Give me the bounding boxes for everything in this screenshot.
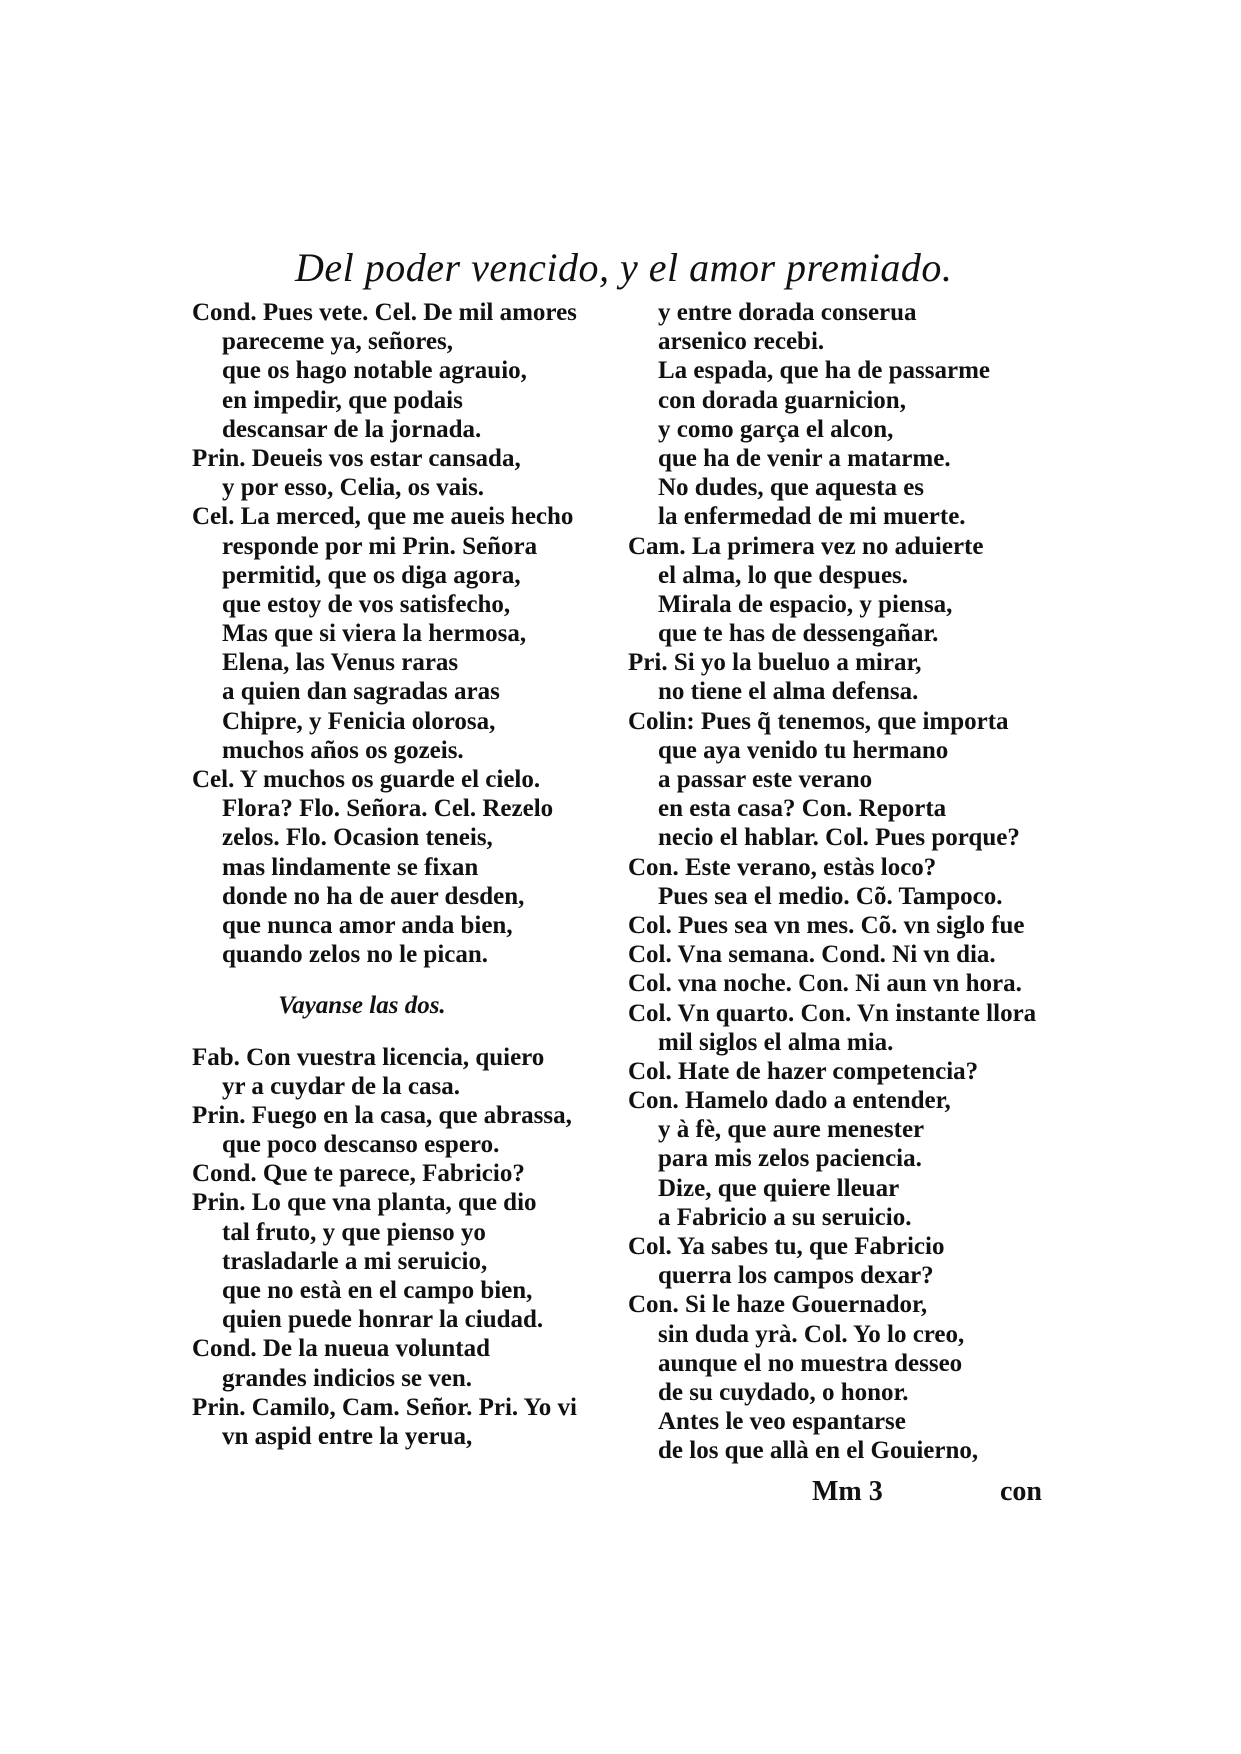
verse-line: que te has de dessengañar. xyxy=(658,620,939,648)
page-footer xyxy=(0,1476,1241,1516)
verse-line: descansar de la jornada. xyxy=(222,415,482,443)
verse-line: tal fruto, y que pienso yo xyxy=(222,1218,486,1246)
verse-line: y por esso, Celia, os vais. xyxy=(222,474,485,502)
verse-line: Col. vna noche. Con. Ni aun vn hora. xyxy=(628,970,1022,998)
verse-line: Pri. Si yo la bueluo a mirar, xyxy=(628,649,922,677)
verse-line: querra los campos dexar? xyxy=(658,1262,934,1290)
verse-line: Col. Ya sabes tu, que Fabricio xyxy=(628,1233,945,1260)
verse-line: de su cuydado, o honor. xyxy=(658,1378,909,1406)
running-title: Del poder vencido, y el amor premiado. xyxy=(295,245,953,290)
verse-line: que estoy de vos satisfecho, xyxy=(222,590,511,618)
verse-line: Con. Si le haze Gouernador, xyxy=(628,1291,928,1319)
verse-line: en impedir, que podais xyxy=(222,386,463,414)
verse-line: que aya venido tu hermano xyxy=(658,736,949,764)
verse-line: que no està en el campo bien, xyxy=(222,1277,533,1304)
verse-line: Flora? Flo. Señora. Cel. Rezelo xyxy=(222,795,554,823)
verse-line: mil siglos el alma mia. xyxy=(658,1028,894,1056)
verse-line: Con. Este verano, estàs loco? xyxy=(628,853,937,881)
verse-line: Col. Hate de hazer competencia? xyxy=(628,1057,979,1085)
verse-line: Cond. Que te parece, Fabricio? xyxy=(192,1160,525,1188)
verse-line: Prin. Fuego en la casa, que abrassa, xyxy=(192,1101,572,1129)
verse-line: zelos. Flo. Ocasion teneis, xyxy=(222,824,493,852)
verse-line: Col. Pues sea vn mes. Cõ. vn siglo fue xyxy=(628,911,1025,939)
verse-line: trasladarle a mi seruicio, xyxy=(222,1247,488,1275)
verse-line: Cel. La merced, que me aueis hecho xyxy=(192,503,574,531)
verse-line: Col. Vn quarto. Con. Vn instante llora xyxy=(628,999,1037,1027)
verse-line: vn aspid entre la yerua, xyxy=(222,1422,473,1450)
verse-line: Dize, que quiere lleuar xyxy=(658,1174,900,1202)
verse-line: No dudes, que aquesta es xyxy=(658,474,925,502)
verse-line: muchos años os gozeis. xyxy=(222,736,464,764)
verse-line: Elena, las Venus raras xyxy=(222,649,459,677)
right-column xyxy=(628,298,1088,1466)
verse-line: y como garça el alcon, xyxy=(658,415,894,443)
verse-line: y entre dorada conserua xyxy=(658,299,917,326)
verse-line: Cond. Pues vete. Cel. De mil amores xyxy=(192,299,577,326)
verse-line: Mas que si viera la hermosa, xyxy=(222,620,527,648)
verse-line: en esta casa? Con. Reporta xyxy=(658,795,947,823)
verse-line: grandes indicios se ven. xyxy=(222,1364,473,1392)
verse-line: responde por mi Prin. Señora xyxy=(222,532,538,560)
verse-line: Cam. La primera vez no aduierte xyxy=(628,532,984,560)
verse-line: no tiene el alma defensa. xyxy=(658,678,919,706)
verse-line: Con. Hamelo dado a entender, xyxy=(628,1087,951,1115)
verse-line: Cel. Y muchos os guarde el cielo. xyxy=(192,766,541,793)
verse-line: Fab. Con vuestra licencia, quiero xyxy=(192,1043,545,1071)
verse-line: necio el hablar. Col. Pues porque? xyxy=(658,824,1020,852)
verse-line: quando zelos no le pican. xyxy=(222,941,489,969)
stage-direction: Vayanse las dos. xyxy=(278,992,446,1020)
verse-line: a passar este verano xyxy=(658,766,873,793)
verse-line: que os hago notable agrauio, xyxy=(222,357,527,385)
verse-line: de los que allà en el Gouierno, xyxy=(658,1437,979,1465)
signature-mark: Mm 3 xyxy=(812,1476,883,1507)
verse-line: Prin. Lo que vna planta, que dio xyxy=(192,1189,537,1217)
catchword: con xyxy=(1000,1476,1042,1507)
verse-line: a Fabricio a su seruicio. xyxy=(658,1203,912,1231)
verse-line: el alma, lo que despues. xyxy=(658,561,909,589)
verse-line: la enfermedad de mi muerte. xyxy=(658,503,966,531)
verse-line: para mis zelos paciencia. xyxy=(658,1145,922,1173)
verse-line: yr a cuydar de la casa. xyxy=(222,1072,460,1100)
verse-line: Mirala de espacio, y piensa, xyxy=(658,590,953,618)
verse-line: Prin. Camilo, Cam. Señor. Pri. Yo vi xyxy=(192,1393,577,1421)
verse-line: Chipre, y Fenicia olorosa, xyxy=(222,707,496,735)
verse-line: Pues sea el medio. Cõ. Tampoco. xyxy=(658,882,1003,910)
verse-line: que nunca amor anda bien, xyxy=(222,911,513,939)
verse-line: La espada, que ha de passarme xyxy=(658,357,990,385)
verse-line: Cond. De la nueua voluntad xyxy=(192,1335,490,1363)
left-column xyxy=(192,298,652,1451)
verse-line: que poco descanso espero. xyxy=(222,1131,500,1159)
verse-line: pareceme ya, señores, xyxy=(222,328,453,356)
verse-line: arsenico recebi. xyxy=(658,328,825,356)
verse-line: Antes le veo espantarse xyxy=(658,1408,906,1436)
verse-line: donde no ha de auer desden, xyxy=(222,882,525,910)
verse-line: que ha de venir a matarme. xyxy=(658,444,951,472)
verse-line: con dorada guarnicion, xyxy=(658,386,906,414)
verse-line: y à fè, que aure menester xyxy=(658,1116,925,1144)
verse-line: Prin. Deueis vos estar cansada, xyxy=(192,444,521,472)
verse-line: permitid, que os diga agora, xyxy=(222,561,521,589)
verse-line: quien puede honrar la ciudad. xyxy=(222,1306,544,1334)
verse-line: aunque el no muestra desseo xyxy=(658,1349,963,1377)
verse-line: sin duda yrà. Col. Yo lo creo, xyxy=(658,1320,965,1348)
verse-line: Col. Vna semana. Cond. Ni vn dia. xyxy=(628,941,996,969)
verse-line: mas lindamente se fixan xyxy=(222,853,479,881)
verse-line: Colin: Pues q̃ tenemos, que importa xyxy=(628,707,1009,735)
verse-line: a quien dan sagradas aras xyxy=(222,678,500,706)
